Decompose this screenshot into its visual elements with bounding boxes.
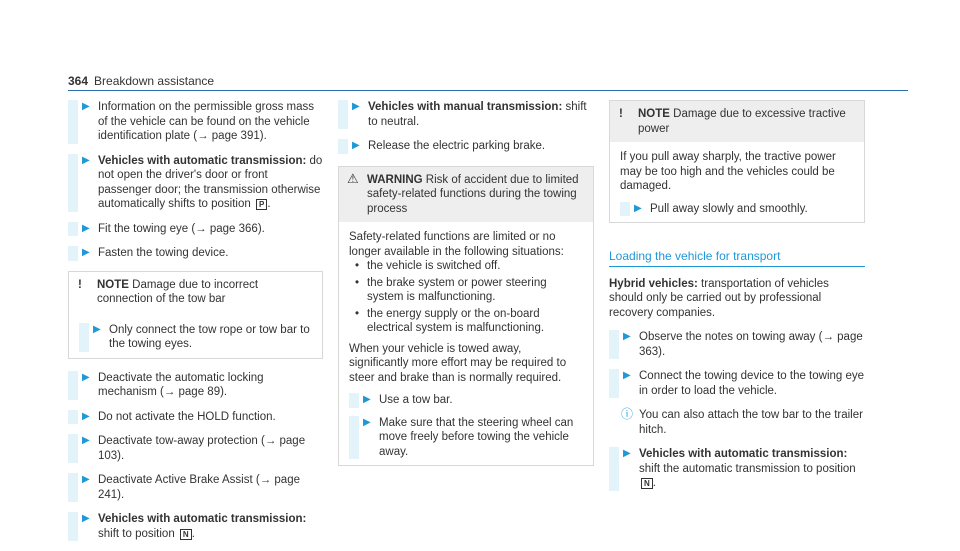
- column-1: [68, 100, 323, 551]
- arrow-icon: ▶: [82, 435, 90, 446]
- arrow-icon: ▶: [82, 474, 90, 485]
- header-rule: [68, 90, 908, 91]
- gear-key-p: P: [256, 199, 267, 210]
- step: ▶ Information on the permissible gross mass of the vehicle can be found on the vehicle identification plate (→ page 391).: [68, 100, 323, 144]
- warning-box: ⚠ WARNING Risk of accident due to limited safety-related functions during the towing process Safety-related functions are limited or no longer available in the following situations: • the vehicle is switched off. • the brake system or power steering system is malfunctioning. • the energy supply or the on-board electrical system is malfunctioning. When your vehicle is towed away, significantly more effort may be required to steer and brake than is normally required. ▶ Use a tow bar. ▶ Make sure that the steering wheel can move freely before towing the vehicle away.: [338, 166, 594, 467]
- arrow-icon: ▶: [623, 448, 631, 459]
- step: ▶ Release the electric parking brake.: [338, 139, 594, 154]
- list-item: • the energy supply or the on-board electrical system is malfunctioning.: [349, 307, 583, 336]
- arrow-icon: ▶: [363, 416, 371, 428]
- arrow-icon: ▶: [82, 371, 90, 383]
- step: ▶ Vehicles with manual transmission: shift to neutral.: [338, 100, 594, 129]
- exclamation-icon: !: [78, 278, 82, 291]
- arrow-icon: ▶: [82, 513, 90, 524]
- page-header: [68, 74, 214, 89]
- column-3: [609, 100, 865, 501]
- step: ▶ Deactivate tow-away protection (→ page 103).: [68, 434, 323, 463]
- arrow-icon: ▶: [82, 222, 90, 234]
- exclamation-icon: !: [619, 108, 623, 120]
- arrow-icon: ▶: [82, 410, 90, 422]
- list-item: • the vehicle is switched off.: [349, 259, 583, 274]
- section-heading: Loading the vehicle for transport: [609, 249, 865, 267]
- step: ▶ Fit the towing eye (→ page 366).: [68, 222, 323, 237]
- step: ▶ Deactivate the automatic locking mechanism (→ page 89).: [68, 371, 323, 400]
- warning-step: ▶ Use a tow bar.: [349, 393, 583, 408]
- step: ▶ Vehicles with automatic transmission: shift the automatic transmission to position N .: [609, 447, 865, 491]
- arrow-icon: ▶: [634, 202, 642, 214]
- page-number: 364: [68, 74, 89, 88]
- arrow-icon: ▶: [82, 154, 90, 166]
- arrow-icon: ▶: [93, 323, 101, 335]
- warning-step: ▶ Make sure that the steering wheel can move freely before towing the vehicle away.: [349, 416, 583, 460]
- gear-key-n: N: [641, 478, 653, 489]
- arrow-icon: ▶: [352, 101, 360, 112]
- list-item: • the brake system or power steering system is malfunctioning.: [349, 276, 583, 305]
- step: ▶ Observe the notes on towing away (→ page 363).: [609, 330, 865, 359]
- arrow-icon: ▶: [82, 101, 90, 112]
- section-title: Breakdown assistance: [94, 74, 215, 88]
- step: ▶ Fasten the towing device.: [68, 246, 323, 261]
- step: ▶ Do not activate the HOLD function.: [68, 410, 323, 425]
- info-icon: ⓘ: [621, 407, 634, 421]
- gear-key-n: N: [180, 529, 192, 540]
- step: ▶ Vehicles with automatic transmission: shift to position N .: [68, 512, 323, 541]
- note-box: ! NOTE Damage due to incorrect connection of the tow bar ▶ Only connect the tow rope or tow bar to the towing eyes.: [68, 271, 323, 359]
- step: ▶ Deactivate Active Brake Assist (→ page 241).: [68, 473, 323, 502]
- note-box: ! NOTE Damage due to excessive tractive power If you pull away sharply, the tractive power may be too high and the vehicles could be damaged. ▶ Pull away slowly and smoothly.: [609, 100, 865, 223]
- warning-triangle-icon: ⚠: [347, 170, 359, 186]
- column-2: [338, 100, 594, 478]
- arrow-icon: ▶: [352, 140, 360, 151]
- info-note: ⓘ You can also attach the tow bar to the trailer hitch.: [621, 407, 863, 436]
- arrow-icon: ▶: [623, 331, 631, 342]
- arrow-icon: ▶: [82, 247, 90, 258]
- note-step: ▶ Only connect the tow rope or tow bar to the towing eyes.: [79, 323, 312, 352]
- hybrid-paragraph: Hybrid vehicles: transportation of vehicles should only be carried out by professional recovery companies.: [609, 277, 829, 319]
- step: ▶ Vehicles with automatic transmission: do not open the driver's door or front passenger door; the transmission otherwise automatically shifts to position P .: [68, 154, 323, 212]
- arrow-icon: ▶: [623, 370, 631, 381]
- arrow-icon: ▶: [363, 394, 371, 405]
- step: ▶ Connect the towing device to the towing eye in order to load the vehicle.: [609, 369, 865, 398]
- note-step: ▶ Pull away slowly and smoothly.: [620, 202, 854, 217]
